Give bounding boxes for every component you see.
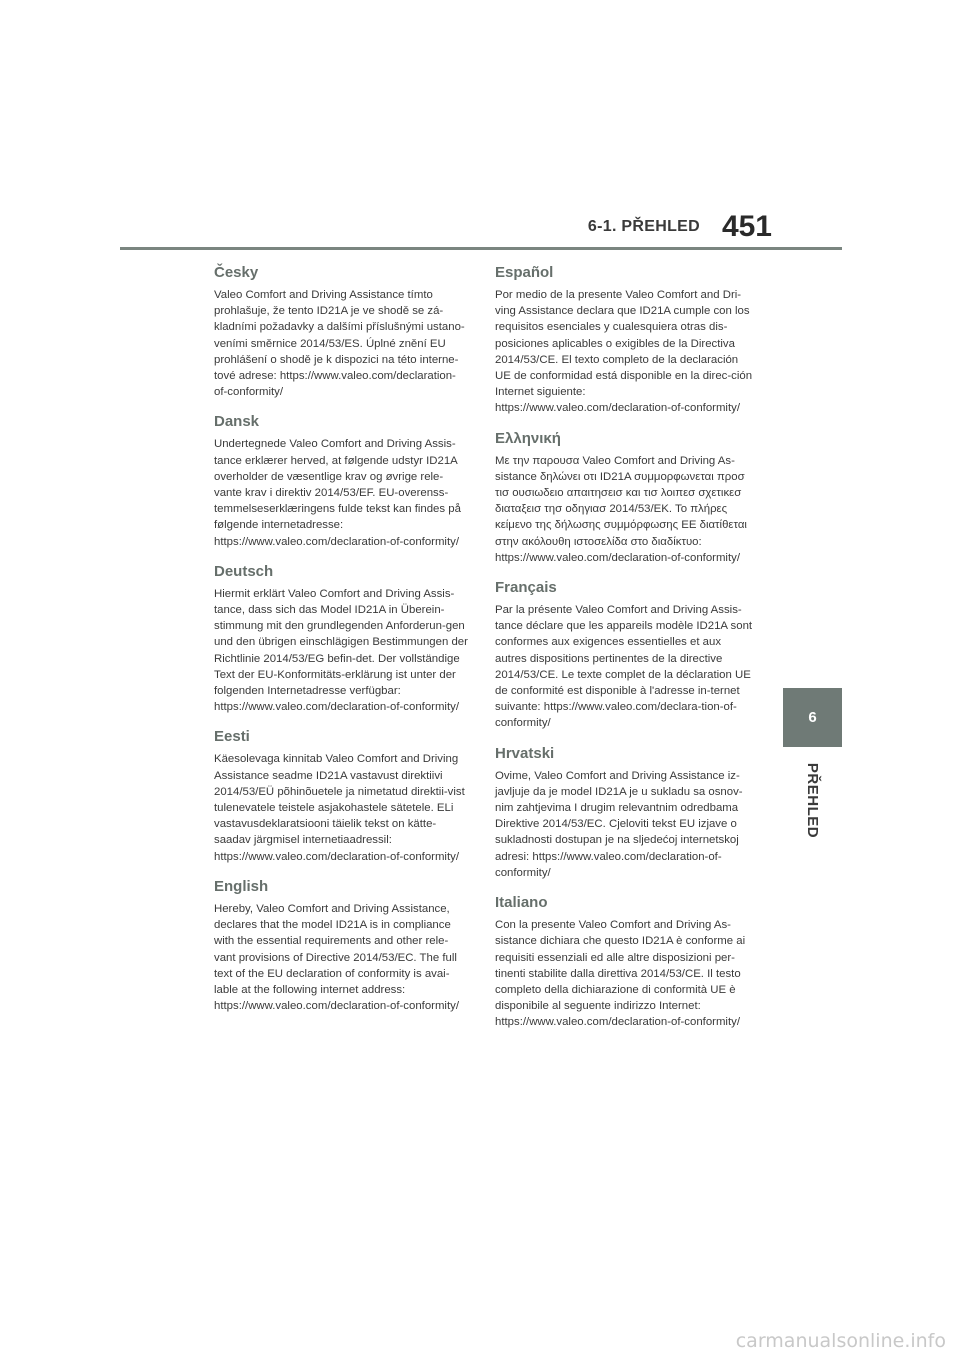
lang-block-cesky xyxy=(214,263,469,400)
lang-block-francais xyxy=(495,578,755,732)
lang-block-espanol xyxy=(495,263,755,417)
lang-title: Hrvatski xyxy=(495,744,555,762)
lang-text: Hereby, Valeo Comfort and Driving Assistance, declares that the model ID21A is in compliance with the essential requirements and other rele-vant provisions of Directive 2014/53/EC. The full text of the EU declaration of conformity is avai-lable at the following internet address: https://www.valeo.com/declaration-of-conformity/ xyxy=(214,902,459,1013)
lang-title: English xyxy=(214,877,269,895)
lang-title: Deutsch xyxy=(214,562,274,580)
page-header xyxy=(120,210,842,250)
right-column xyxy=(495,263,755,1043)
lang-block-hrvatski xyxy=(495,744,755,881)
lang-text: Käesolevaga kinnitab Valeo Comfort and Driving Assistance seadme ID21A vastavust direktiivi 2014/53/EÜ põhinõuetele ja nimetatud direktii-vist tulenevatele teistele asjakohastele sätetele. ELi vastavusdeklaratsiooni täielik tekst on kätte-saadav järgmisel internetiaadressil: https://www.valeo.com/declaration-of-conformity/ xyxy=(214,753,465,863)
lang-text: Με την παρουσα Valeo Comfort and Driving As-sistance δηλώνει οτι ID21A συμμορφωνεται προσ τισ ουσιωδειο απαιτησεισ και τισ λοιπεσ σχετικεσ διαταξεισ τησ οδηγιασ 2014/53/ΕΚ. Το πλήρες κείμενο της δήλωσης συμμόρφωσης ΕΕ διατίθεται στην ακόλουθη ιστοσελίδα στο διαδίκτυο: https://www.valeo.com/declaration-of-conformity/ xyxy=(495,454,747,564)
header-rule xyxy=(120,247,842,250)
chapter-number: 6 xyxy=(808,709,817,726)
lang-title: Español xyxy=(495,264,554,281)
lang-title: Italiano xyxy=(495,894,548,912)
chapter-side-label xyxy=(800,760,826,840)
chapter-label: PŘEHLED xyxy=(804,762,822,838)
lang-block-greek xyxy=(495,429,755,566)
lang-block-eesti xyxy=(214,727,469,864)
lang-title: Dansk xyxy=(214,413,260,431)
left-column xyxy=(214,263,469,1026)
lang-text: Hiermit erklärt Valeo Comfort and Driving Assis-tance, dass sich das Model ID21A in Überein-stimmung mit den grundlegenden Anforderun-gen und den übrigen einschlägigen Bestimmungen der Richtlinie 2014/53/EG befin-det. Der vollständige Text der EU-Konformitäts-erklärung ist unter der folgenden Internetadresse verfügbar: https://www.valeo.com/declaration-of-conformity/ xyxy=(214,587,468,714)
lang-text: Ovime, Valeo Comfort and Driving Assistance iz-javljuje da je model ID21A je u sukladu sa osnov-nim zahtjevima I drugim relevantnim odredbama Direktive 2014/53/EC. Cjeloviti tekst EU izjave o sukladnosti dostupan je na sljedećoj internetskoj adresi: https://www.valeo.com/declaration-of-conformity/ xyxy=(495,769,743,879)
lang-text: Por medio de la presente Valeo Comfort and Dri-ving Assistance declara que ID21A cumple con los requisitos esenciales y cualesquiera otras dis-posiciones aplicables o exigibles de la Directiva 2014/53/CE. El texto completo de la declaración UE de conformidad está disponible en la direc-ción Internet siguiente: https://www.valeo.com/declaration-of-conformity/ xyxy=(495,289,753,415)
chapter-tab xyxy=(783,688,842,747)
lang-text: Undertegnede Valeo Comfort and Driving Assis-tance erklærer herved, at følgende udstyr ID21A overholder de væsentlige krav og øvrige rele-vante krav i direktiv 2014/53/EF. EU-overenss-temmelseserklæringens fulde tekst kan findes på følgende internetadresse: https://www.valeo.com/declaration-of-conformity/ xyxy=(214,438,461,548)
watermark: carmanualsonline.info xyxy=(735,1330,946,1352)
lang-title: Eesti xyxy=(214,728,250,746)
lang-title: Français xyxy=(495,579,557,597)
lang-title: Ελληνική xyxy=(495,429,561,447)
lang-block-italiano xyxy=(495,893,755,1030)
lang-text: Par la présente Valeo Comfort and Driving Assis-tance déclare que les appareils modèle ID21A sont conformes aux exigences essentielles et aux autres dispositions pertinentes de la directive 2014/53/CE. Le texte complet de la déclaration UE de conformité est disponible à l'adresse in-ternet suivante: https://www.valeo.com/declara-tion-of-conformity/ xyxy=(495,604,753,730)
lang-block-deutsch xyxy=(214,562,469,716)
lang-title: Česky xyxy=(214,264,259,281)
lang-block-dansk xyxy=(214,412,469,549)
lang-block-english xyxy=(214,877,469,1014)
section-title: 6-1. PŘEHLED xyxy=(587,218,700,235)
lang-text: Valeo Comfort and Driving Assistance tímto prohlašuje, že tento ID21A je ve shodě se zá-kladními požadavky a dalšími příslušnými ustano-veními směrnice 2014/53/ES. Úplné znění EU prohlášení o shodě je k dispozici na této interne-tové adrese: https://www.valeo.com/declaration-of-conformity/ xyxy=(214,289,465,399)
page-number: 451 xyxy=(721,210,772,243)
lang-text: Con la presente Valeo Comfort and Driving As-sistance dichiara che questo ID21A è conforme ai requisiti essenziali ed alle altre disposizioni per-tinenti stabilite dalla direttiva 2014/53/CE. Il testo completo della dichiarazione di conformità UE è disponibile al seguente indirizzo Internet: https://www.valeo.com/declaration-of-conformity/ xyxy=(495,919,746,1029)
